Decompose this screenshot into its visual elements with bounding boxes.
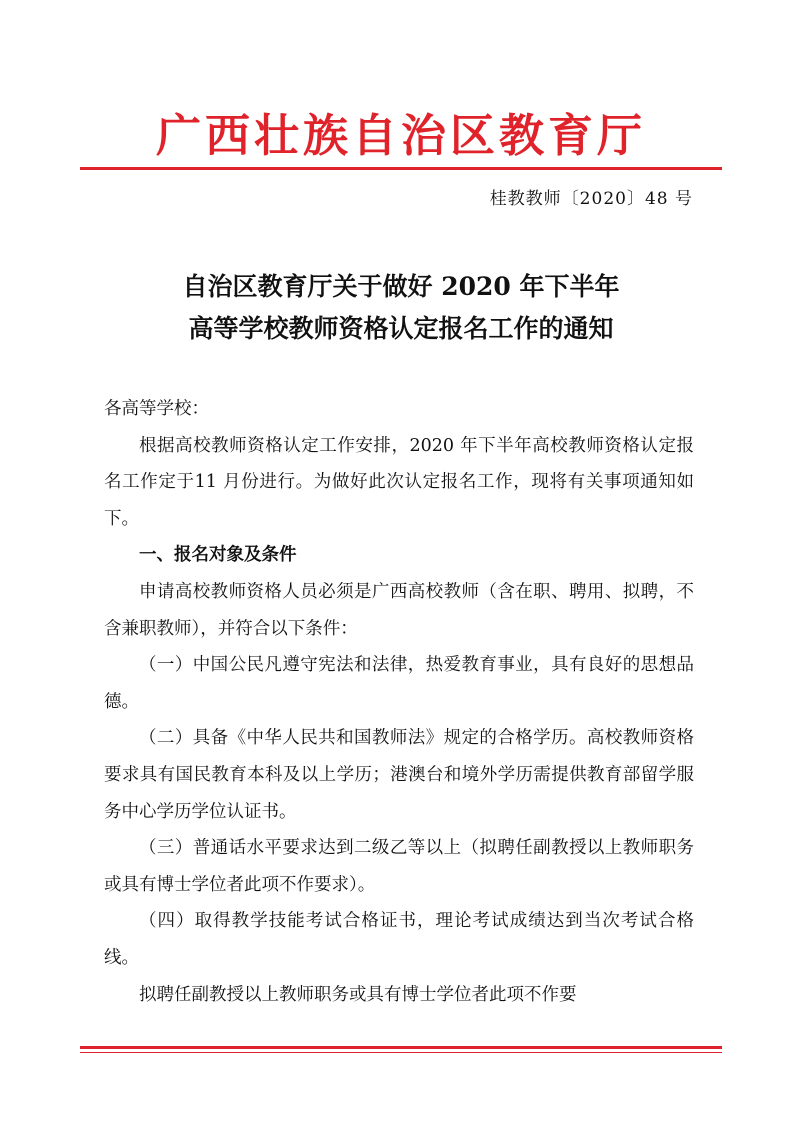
document-body — [104, 391, 694, 1013]
condition-1-paragraph: （一）中国公民凡遵守宪法和法律，热爱教育事业，具有良好的思想品德。 — [104, 655, 694, 712]
title-line-1: 自治区教育厅关于做好 2020 年下半年 — [182, 272, 620, 301]
salutation: 各高等学校： — [104, 399, 209, 419]
document-title — [80, 266, 722, 350]
document-number: 桂教教师〔2020〕48 号 — [489, 189, 693, 209]
footer-red-rule — [80, 1046, 722, 1049]
section-heading: 一、报名对象及条件 — [139, 545, 297, 566]
intro-paragraph: 根据高校教师资格认定工作安排，2020 年下半年高校教师资格认定报名工作定于11 月份进行。为做好此次认定报名工作，现将有关事项通知如下。 — [104, 435, 694, 529]
title-line-2: 高等学校教师资格认定报名工作的通知 — [188, 314, 614, 343]
header-red-rule — [80, 167, 722, 170]
issuing-organization-header: 广西壮族自治区教育厅 — [155, 109, 646, 162]
condition-4-paragraph: （四）取得教学技能考试合格证书，理论考试成绩达到当次考试合格线。 — [104, 911, 694, 968]
condition-2-paragraph: （二）具备《中华人民共和国教师法》规定的合格学历。高校教师资格要求具有国民教育本科及以上学历；港澳台和境外学历需提供教育部留学服务中心学历学位认证书。 — [104, 728, 694, 822]
continuation-paragraph: 拟聘任副教授以上教师职务或具有博士学位者此项不作要 — [139, 984, 577, 1005]
section-intro-paragraph: 申请高校教师资格人员必须是广西高校教师（含在职、聘用、拟聘，不含兼职教师），并符合以下条件： — [104, 581, 694, 639]
condition-3-paragraph: （三）普通话水平要求达到二级乙等以上（拟聘任副教授以上教师职务或具有博士学位者此项不作要求）。 — [104, 838, 694, 895]
footer-red-rule-thin — [80, 1052, 722, 1053]
